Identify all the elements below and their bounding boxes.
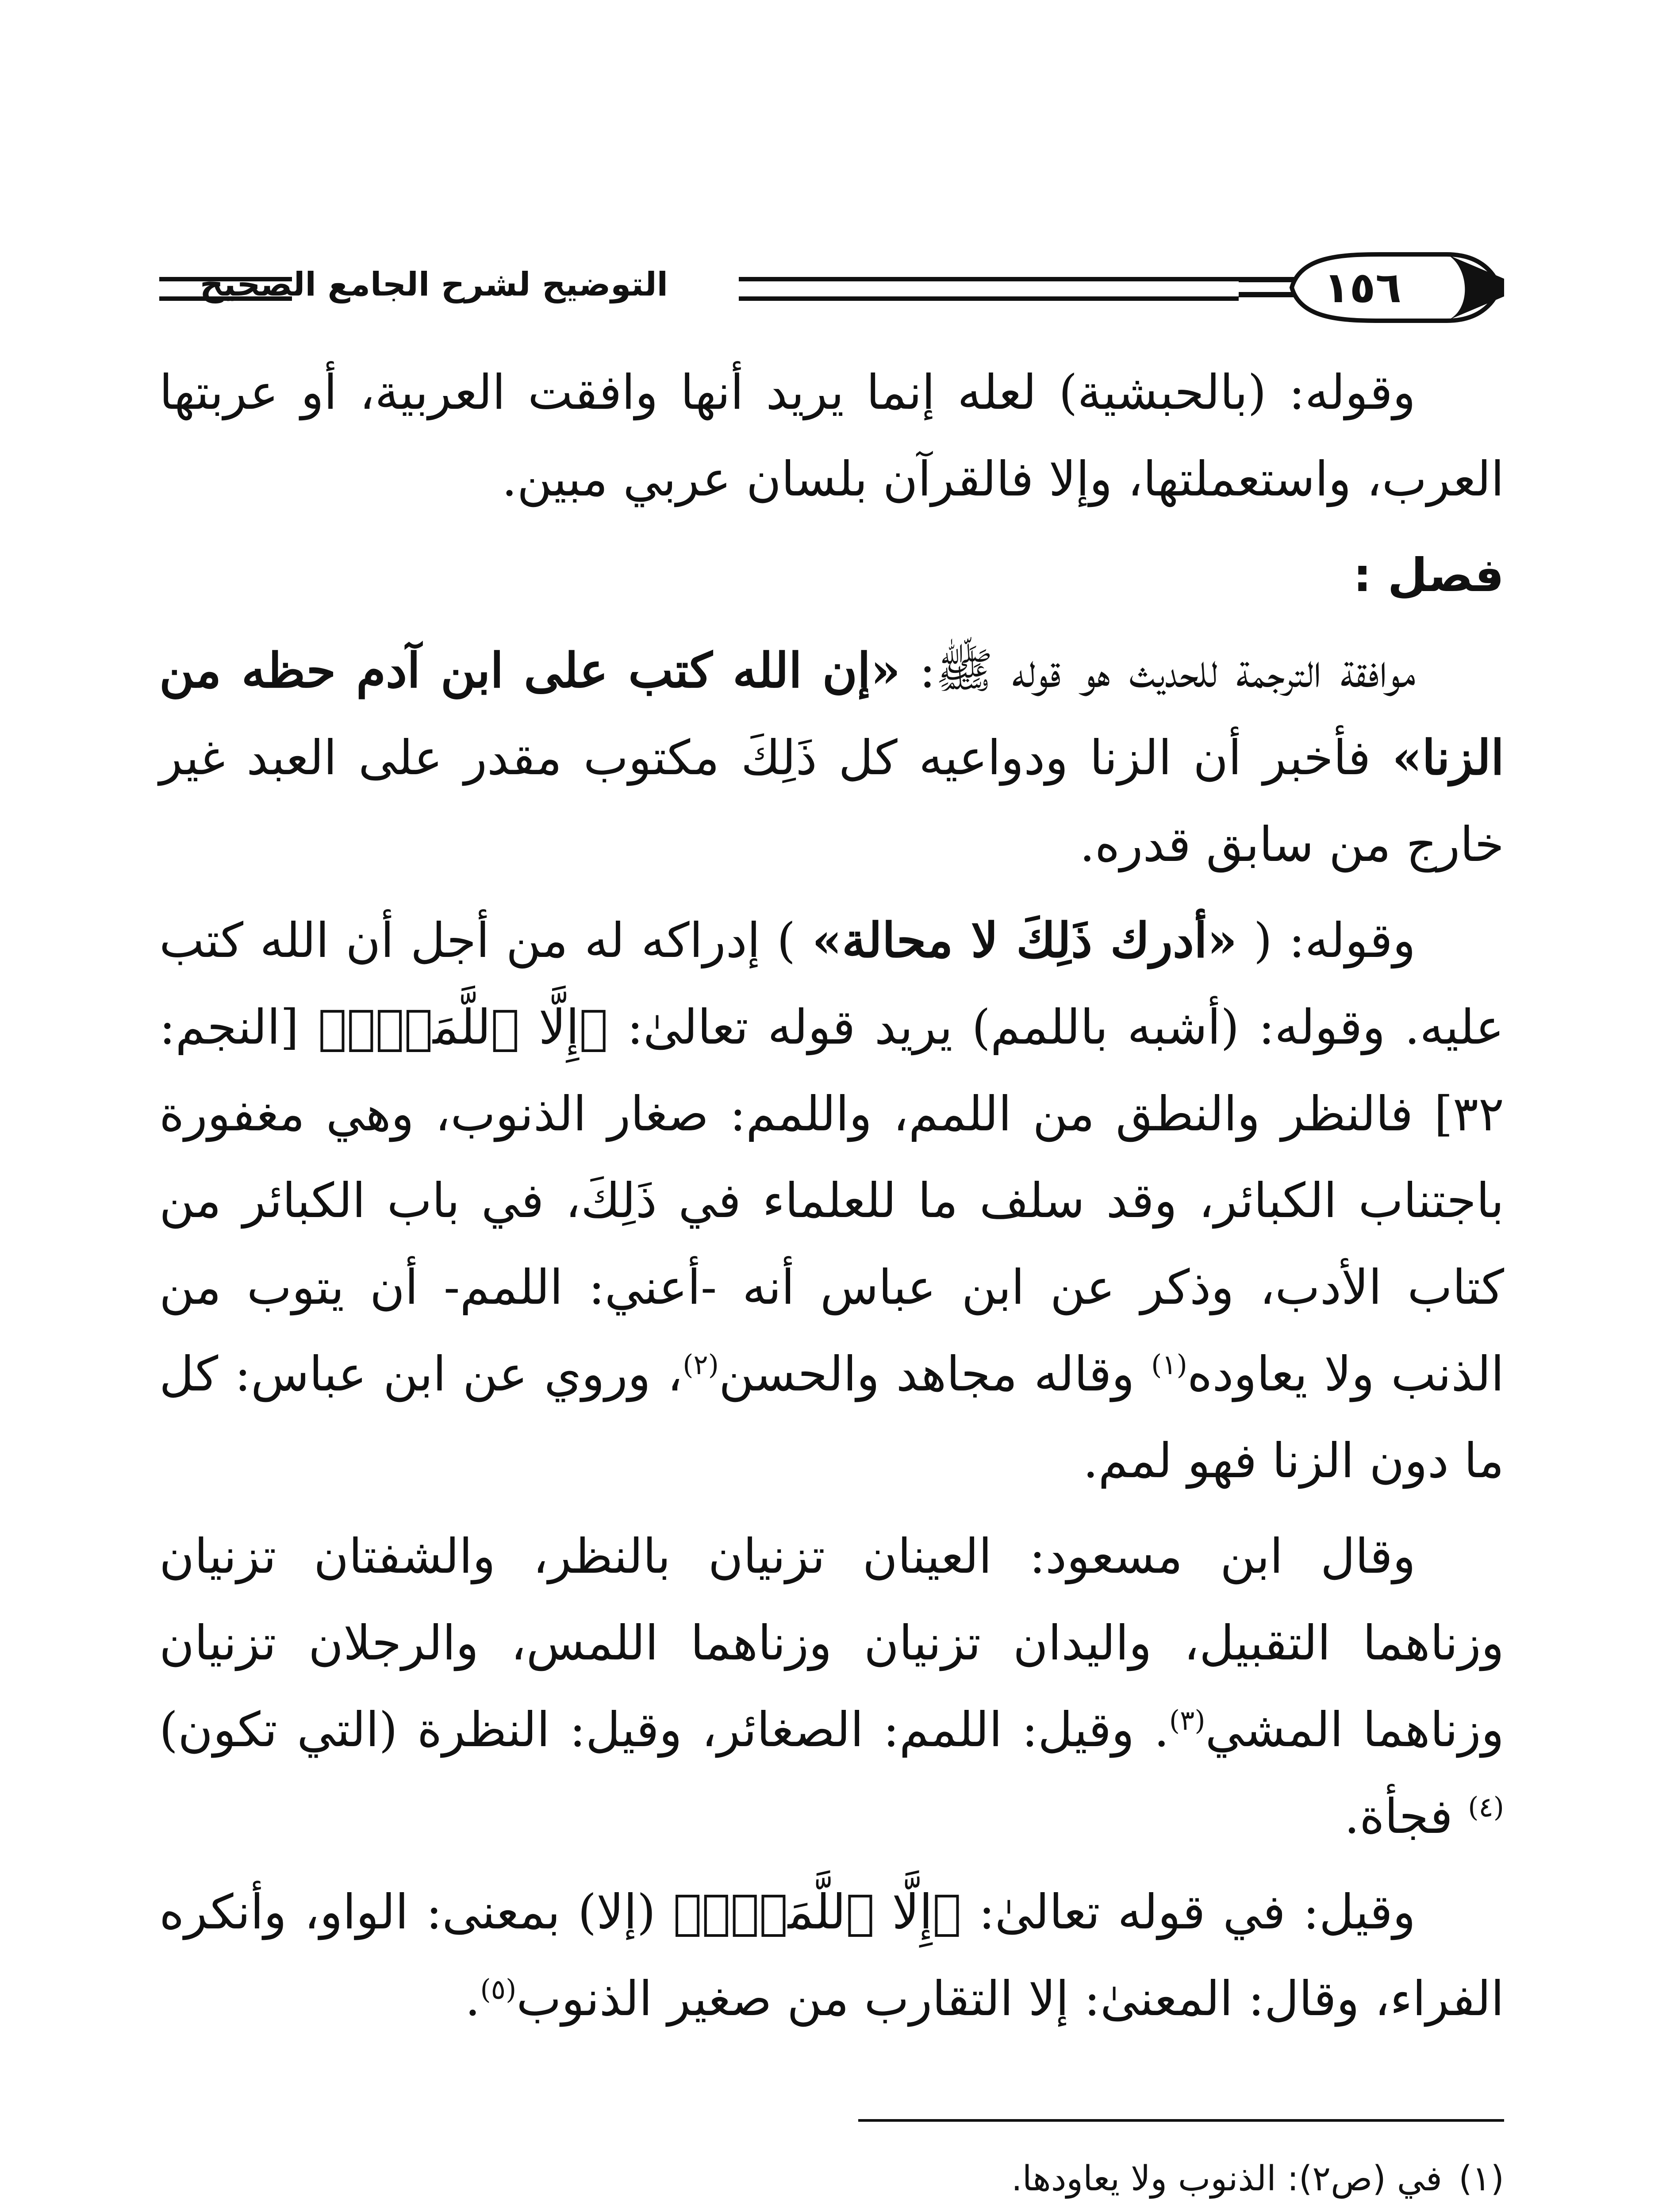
header-rule-left bbox=[159, 277, 292, 301]
header-rule-right bbox=[739, 277, 1239, 301]
paragraph-4: وقال ابن مسعود: العينان تزنيان بالنظر، والشفتان تزنيان وزناهما التقبيل، واليدان تزنيان وزناهما اللمس، والرجلان تزنيان وزناهما المشي$^{(٣)}$. وقيل: اللمم: الصغائر، وقيل: النظرة (التي تكون)$^{(٤)}$ فجأة. bbox=[159, 1529, 1504, 1844]
hadith-quote: «أدرك ذَلِكَ لا محالة» bbox=[812, 913, 1237, 968]
paragraph-3: وقوله: ( «أدرك ذَلِكَ لا محالة» ) إدراكه له من أجل أن الله كتب عليه. وقوله: (أشبه باللمم) يريد قوله تعالىٰ: ﴿إِلَّا ٱللَّمَمَۚ﴾ [النجم: ٣٢] فالنظر والنطق من اللمم، واللمم: صغار الذنوب، وهي مغفورة باجتناب الكبائر، وقد سلف ما للعلماء في ذَلِكَ، في باب الكبائر من كتاب الأدب، وذكر عن ابن عباس أنه -أعني: اللمم- أن يتوب من الذنب ولا يعاوده$^{(١)}$ وقاله مجاهد والحسن$^{(٢)}$، وروي عن ابن عباس: كل ما دون الزنا فهو لمم. bbox=[159, 913, 1504, 1489]
footnote-ref[interactable]: (٢) bbox=[683, 1348, 719, 1381]
footnote-1: (١)في (ص٢): الذنوب ولا يعاودها. bbox=[1011, 2159, 1504, 2199]
footnote-ref[interactable]: (٣) bbox=[1169, 1704, 1205, 1736]
hadith-quote: «إن الله كتب على ابن آدم حظه من الزنا» bbox=[159, 643, 1504, 786]
paragraph-5: وقيل: في قوله تعالىٰ: ﴿إِلَّا ٱللَّمَمَۚ﴾ (إلا) بمعنى: الواو، وأنكره الفراء، وقال: المعنىٰ: إلا التقارب من صغير الذنوب$^{(٥)}$. bbox=[159, 1885, 1504, 2027]
footnote-ref[interactable]: (٤) bbox=[1468, 1791, 1504, 1823]
paragraph-2: موافقة الترجمة للحديث هو قوله ﷺ: «إن الله كتب على ابن آدم حظه من الزنا» فأخبر أن الزنا ودواعيه كل ذَلِكَ مكتوب مقدر على العبد غير خارج من سابق قدره. bbox=[159, 643, 1504, 872]
main-text bbox=[159, 349, 1504, 2051]
footnote-separator bbox=[858, 2119, 1504, 2122]
book-title: التوضيح لشرح الجامع الصحيح bbox=[200, 265, 668, 303]
page-number: ١٥٦ bbox=[1324, 263, 1401, 312]
page-header bbox=[159, 248, 1504, 327]
footnotes bbox=[159, 2146, 1504, 2212]
section-heading: فصل : bbox=[1353, 548, 1504, 602]
paragraph-1: وقوله: (بالحبشية) لعله إنما يريد أنها وافقت العربية، أو عربتها العرب، واستعملتها، وإلا فالقرآن بلسان عربي مبين. bbox=[159, 365, 1504, 507]
footnote-ref[interactable]: (٥) bbox=[480, 1973, 517, 2005]
page-number-ornament bbox=[1239, 248, 1504, 327]
footnote-ref[interactable]: (١) bbox=[1151, 1348, 1187, 1381]
